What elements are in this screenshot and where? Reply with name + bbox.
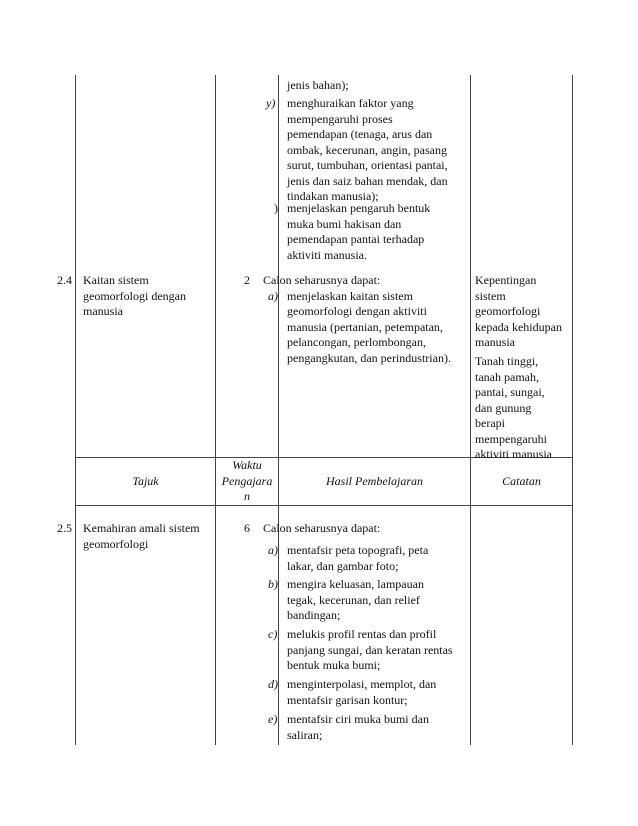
item-z-marker: ) — [274, 201, 278, 215]
row-2-4-note2-line: dan gunung — [475, 400, 532, 415]
row-2-5-item-a-line: lakar, dan gambar foto; — [287, 558, 399, 573]
row-2-4-note2-line: pantai, sungai, — [475, 385, 545, 399]
row-2-5-item-c-line: panjang sungai, dan keratan rentas — [287, 642, 453, 657]
item-y-line: menghuraikan faktor yang — [287, 96, 414, 110]
row-2-5-item-a-marker: a) — [268, 543, 278, 557]
row-2-5-item-c-line: melukis profil rentas dan profil — [287, 627, 437, 641]
column-divider-1 — [215, 75, 216, 745]
row-2-5-intro: Calon seharusnya dapat: — [263, 521, 381, 535]
header-waktu-line: Pengajara — [221, 473, 273, 488]
row-2-5-item-d-line: menginterpolasi, memplot, dan — [287, 677, 437, 691]
row-2-4-note-line: geomorfologi — [475, 304, 541, 318]
row-2-4-item-a-line: pelancongan, perlombongan, — [287, 335, 426, 349]
row-2-4-note2-line: berapi — [475, 416, 505, 430]
row-2-5-title-line: Kemahiran amali sistem — [83, 521, 200, 535]
row-2-5-item-d-line: mentafsir garisan kontur; — [287, 692, 408, 707]
row-2-4-note2-line: mempengaruhi — [475, 431, 547, 446]
row-2-4-item-a-line: manusia (pertanian, petempatan, — [287, 319, 443, 334]
row-2-5-number: 2.5 — [57, 521, 72, 535]
row-2-5-item-b-line: tegak, kecerunan, dan relief — [287, 592, 420, 607]
item-y-line: pemendapan (tenaga, arus dan — [287, 127, 433, 141]
row-2-5-item-b-line: bandingan; — [287, 608, 341, 622]
row-2-4-item-a-line: geomorfologi dengan aktiviti — [287, 304, 427, 318]
row-2-5-item-d-marker: d) — [268, 677, 278, 691]
row-2-4-number: 2.4 — [57, 273, 72, 287]
row-2-4-note2-line: Tanah tinggi, — [475, 354, 539, 368]
row-2-4-title-line: manusia — [83, 304, 123, 318]
item-z-line: menjelaskan pengaruh bentuk — [287, 201, 431, 215]
row-2-4-item-a-line: pengangkutan, dan perindustrian). — [287, 350, 451, 365]
continuation-line: jenis bahan); — [287, 78, 349, 92]
row-2-4-item-a-marker: a) — [268, 288, 278, 303]
row-2-5-time: 6 — [244, 521, 250, 535]
row-2-5-item-c-line: bentuk muka bumi; — [287, 658, 381, 672]
item-y-line: mempengaruhi proses — [287, 111, 393, 126]
header-hasil-pembelajaran: Hasil Pembelajaran — [326, 474, 423, 488]
row-2-4-note2-line: tanah pamah, — [475, 369, 539, 384]
row-2-4-item-a-line: menjelaskan kaitan sistem — [287, 288, 413, 303]
row-2-5-item-b-marker: b) — [268, 577, 278, 591]
row-2-5-item-e-marker: e) — [268, 712, 278, 726]
item-z-line: muka bumi hakisan dan — [287, 216, 402, 231]
header-tajuk: Tajuk — [132, 474, 159, 488]
table-border-right — [572, 75, 573, 745]
row-2-4-intro: Calon seharusnya dapat: — [263, 273, 381, 287]
header-catatan: Catatan — [502, 474, 541, 488]
item-y-marker: y) — [266, 96, 276, 110]
item-y-line: ombak, kecerunan, angin, pasang — [287, 142, 447, 157]
header-waktu-line: Waktu — [232, 458, 262, 472]
row-2-5-item-e-line: saliran; — [287, 727, 323, 742]
table-border-left — [75, 75, 76, 745]
row-2-5-item-e-line: mentafsir ciri muka bumi dan — [287, 712, 429, 726]
row-2-4-note-line: Kepentingan — [475, 273, 537, 287]
column-divider-3 — [470, 75, 471, 745]
item-z-line: aktiviti manusia. — [287, 247, 367, 262]
row-2-4-title-line: geomorfologi dengan — [83, 288, 186, 303]
row-2-4-time: 2 — [244, 273, 250, 287]
header-waktu-line: n — [244, 489, 250, 503]
column-divider-2 — [278, 75, 279, 745]
item-y-line: tindakan manusia); — [287, 189, 379, 203]
row-2-4-title-line: Kaitan sistem — [83, 273, 149, 287]
row-2-4-note-line: kepada kehidupan — [475, 319, 562, 334]
row-2-5-item-a-line: mentafsir peta topografi, peta — [287, 543, 429, 557]
item-y-line: jenis dan saiz bahan mendak, dan — [287, 173, 448, 188]
header-row-bottom-border — [75, 505, 573, 506]
item-z-line: pemendapan pantai terhadap — [287, 232, 425, 246]
row-2-4-note2-line: aktiviti manusia — [475, 447, 552, 461]
item-y-line: surut, tumbuhan, orientasi pantai, — [287, 158, 448, 172]
row-2-4-note-line: manusia — [475, 335, 515, 349]
row-2-5-title-line: geomorfologi — [83, 536, 149, 551]
row-2-5-item-c-marker: c) — [268, 627, 278, 641]
row-2-4-note-line: sistem — [475, 288, 506, 303]
row-2-5-item-b-line: mengira keluasan, lampauan — [287, 577, 424, 591]
